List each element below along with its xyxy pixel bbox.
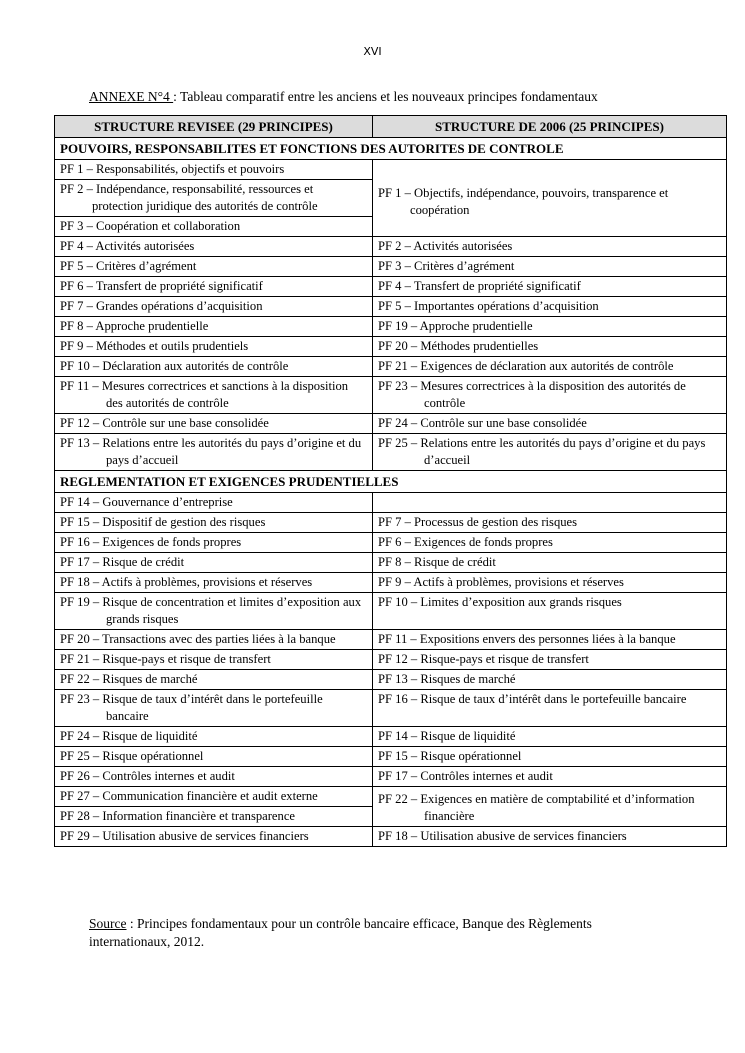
old-principle: PF 5 – Importantes opérations d’acquisition (373, 297, 727, 317)
table-row (55, 357, 727, 377)
old-principle: PF 25 – Relations entre les autorités du pays d’origine et du pays d’accueil (373, 434, 727, 471)
table-row (55, 377, 727, 414)
old-principle: PF 24 – Contrôle sur une base consolidée (373, 414, 727, 434)
new-principle: PF 21 – Risque-pays et risque de transfert (55, 650, 373, 670)
annex-label: ANNEXE N°4 (89, 89, 174, 104)
old-principle: PF 10 – Limites d’exposition aux grands risques (373, 593, 727, 630)
table-row (55, 573, 727, 593)
old-principle: PF 12 – Risque-pays et risque de transfert (373, 650, 727, 670)
new-principle: PF 2 – Indépendance, responsabilité, ressources et protection juridique des autorités de contrôle (55, 180, 373, 217)
table-row (55, 533, 727, 553)
section-row (55, 471, 727, 493)
old-principle: PF 1 – Objectifs, indépendance, pouvoirs, transparence et coopération (373, 160, 727, 237)
table-row (55, 827, 727, 847)
annex-title: : Tableau comparatif entre les anciens et les nouveaux principes fondamentaux (173, 89, 598, 104)
old-principle: PF 15 – Risque opérationnel (373, 747, 727, 767)
table-row (55, 237, 727, 257)
new-principle: PF 20 – Transactions avec des parties liées à la banque (55, 630, 373, 650)
old-principle: PF 17 – Contrôles internes et audit (373, 767, 727, 787)
old-principle: PF 16 – Risque de taux d’intérêt dans le portefeuille bancaire (373, 690, 727, 727)
comparison-table (54, 115, 727, 847)
page-number: XVI (363, 45, 382, 58)
new-principle: PF 4 – Activités autorisées (55, 237, 373, 257)
new-principle: PF 25 – Risque opérationnel (55, 747, 373, 767)
table-row (55, 727, 727, 747)
old-principle: PF 18 – Utilisation abusive de services financiers (373, 827, 727, 847)
new-principle: PF 13 – Relations entre les autorités du pays d’origine et du pays d’accueil (55, 434, 373, 471)
new-principle: PF 17 – Risque de crédit (55, 553, 373, 573)
old-principle: PF 4 – Transfert de propriété significatif (373, 277, 727, 297)
old-principle: PF 23 – Mesures correctrices à la disposition des autorités de contrôle (373, 377, 727, 414)
old-principle: PF 3 – Critères d’agrément (373, 257, 727, 277)
new-principle: PF 18 – Actifs à problèmes, provisions et réserves (55, 573, 373, 593)
old-principle: PF 11 – Expositions envers des personnes liées à la banque (373, 630, 727, 650)
source-note (89, 915, 669, 951)
old-principle: PF 20 – Méthodes prudentielles (373, 337, 727, 357)
table-row (55, 434, 727, 471)
table-row (55, 670, 727, 690)
old-principle: PF 7 – Processus de gestion des risques (373, 513, 727, 533)
table-row (55, 317, 727, 337)
source-text: : Principes fondamentaux pour un contrôle bancaire efficace, Banque des Règlements internationaux, 2012. (89, 916, 592, 949)
section-row (55, 138, 727, 160)
new-principle: PF 10 – Déclaration aux autorités de contrôle (55, 357, 373, 377)
old-principle: PF 19 – Approche prudentielle (373, 317, 727, 337)
old-principle: PF 21 – Exigences de déclaration aux autorités de contrôle (373, 357, 727, 377)
table-row (55, 493, 727, 513)
old-principle: PF 6 – Exigences de fonds propres (373, 533, 727, 553)
new-principle: PF 12 – Contrôle sur une base consolidée (55, 414, 373, 434)
new-principle: PF 14 – Gouvernance d’entreprise (55, 493, 373, 513)
table-header-row (55, 116, 727, 138)
header-2006: STRUCTURE DE 2006 (25 PRINCIPES) (373, 116, 727, 138)
old-principle: PF 2 – Activités autorisées (373, 237, 727, 257)
section-title-supervisory-powers: POUVOIRS, RESPONSABILITES ET FONCTIONS DES AUTORITES DE CONTROLE (55, 138, 727, 160)
table-row (55, 593, 727, 630)
new-principle: PF 27 – Communication financière et audit externe (55, 787, 373, 807)
new-principle: PF 11 – Mesures correctrices et sanctions à la disposition des autorités de contrôle (55, 377, 373, 414)
new-principle: PF 8 – Approche prudentielle (55, 317, 373, 337)
section-title-prudential-regulation: REGLEMENTATION ET EXIGENCES PRUDENTIELLES (55, 471, 727, 493)
source-label: Source (89, 916, 127, 931)
table-row (55, 513, 727, 533)
new-principle: PF 19 – Risque de concentration et limites d’exposition aux grands risques (55, 593, 373, 630)
table-row (55, 414, 727, 434)
table-row (55, 160, 727, 180)
new-principle: PF 28 – Information financière et transparence (55, 807, 373, 827)
table-row (55, 630, 727, 650)
old-principle: PF 22 – Exigences en matière de comptabilité et d’information financière (373, 787, 727, 827)
old-principle: PF 9 – Actifs à problèmes, provisions et réserves (373, 573, 727, 593)
old-principle: PF 13 – Risques de marché (373, 670, 727, 690)
new-principle: PF 29 – Utilisation abusive de services financiers (55, 827, 373, 847)
new-principle: PF 7 – Grandes opérations d’acquisition (55, 297, 373, 317)
table-row (55, 297, 727, 317)
table-row (55, 650, 727, 670)
table-row (55, 337, 727, 357)
table-row (55, 787, 727, 807)
new-principle: PF 16 – Exigences de fonds propres (55, 533, 373, 553)
table-row (55, 553, 727, 573)
new-principle: PF 22 – Risques de marché (55, 670, 373, 690)
table-row (55, 257, 727, 277)
new-principle: PF 6 – Transfert de propriété significatif (55, 277, 373, 297)
table-row (55, 690, 727, 727)
new-principle: PF 24 – Risque de liquidité (55, 727, 373, 747)
table-row (55, 277, 727, 297)
new-principle: PF 23 – Risque de taux d’intérêt dans le portefeuille bancaire (55, 690, 373, 727)
old-principle: PF 8 – Risque de crédit (373, 553, 727, 573)
new-principle: PF 15 – Dispositif de gestion des risques (55, 513, 373, 533)
new-principle: PF 9 – Méthodes et outils prudentiels (55, 337, 373, 357)
new-principle: PF 26 – Contrôles internes et audit (55, 767, 373, 787)
table-row (55, 767, 727, 787)
old-principle (373, 493, 727, 513)
new-principle: PF 1 – Responsabilités, objectifs et pouvoirs (55, 160, 373, 180)
annex-caption (89, 89, 598, 105)
new-principle: PF 3 – Coopération et collaboration (55, 217, 373, 237)
old-principle: PF 14 – Risque de liquidité (373, 727, 727, 747)
new-principle: PF 5 – Critères d’agrément (55, 257, 373, 277)
table-row (55, 747, 727, 767)
header-revised: STRUCTURE REVISEE (29 PRINCIPES) (55, 116, 373, 138)
